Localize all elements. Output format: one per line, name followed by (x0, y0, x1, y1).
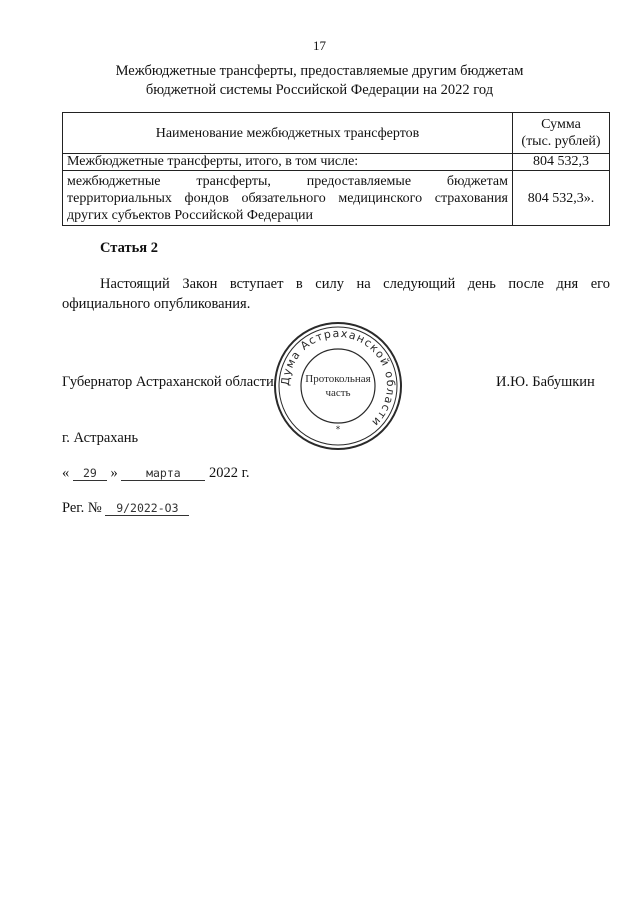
header-name-cell: Наименование межбюджетных трансфертов (63, 113, 513, 154)
city: г. Астрахань (62, 430, 139, 446)
stamp-star-icon: * (335, 425, 341, 435)
signing-date (62, 465, 250, 482)
signatory-title: Губернатор Астраханской области (62, 374, 274, 390)
registration-number (62, 500, 189, 517)
stamp-ring-text: Дума Астраханской области (278, 326, 398, 430)
stamp-center-line-1: Протокольная (305, 373, 371, 385)
date-year: 2022 г. (209, 465, 250, 481)
document-title (0, 62, 639, 100)
registration-label: Рег. № (62, 500, 102, 516)
table-row (63, 171, 610, 226)
row-name-cell: межбюджетные трансферты, предоставляемые бюджетам территориальных фондов обязательного медицинского страхования других субъектов Российской Федерации (63, 171, 513, 226)
title-line-2: бюджетной системы Российской Федерации на 2022 год (145, 82, 494, 98)
stamp-center-ring (301, 349, 375, 423)
table-header-row (63, 113, 610, 154)
table-row (63, 154, 610, 171)
official-stamp (272, 320, 404, 452)
article-heading: Статья 2 (100, 240, 158, 256)
transfers-table (62, 112, 610, 226)
stamp-center-line-2: часть (325, 387, 351, 399)
header-sum-cell (513, 113, 610, 154)
article-text: Настоящий Закон вступает в силу на следующий день после дня его официального опубликования. (62, 276, 610, 312)
date-quote-open: « (62, 465, 70, 481)
date-quote-close: » (110, 465, 118, 481)
page-number: 17 (313, 38, 326, 53)
date-day: 29 (73, 466, 107, 481)
header-sum-line-1: Сумма (541, 117, 581, 132)
signatory-name: И.Ю. Бабушкин (496, 374, 595, 390)
row-name-cell: Межбюджетные трансферты, итого, в том числе: (63, 154, 513, 171)
title-line-1: Межбюджетные трансферты, предоставляемые другим бюджетам (115, 63, 524, 79)
header-sum-line-2: (тыс. рублей) (521, 134, 601, 149)
row-sum-cell: 804 532,3». (513, 171, 610, 226)
date-month: марта (121, 466, 205, 481)
registration-value: 9/2022-ОЗ (105, 501, 189, 516)
row-sum-cell: 804 532,3 (513, 154, 610, 171)
